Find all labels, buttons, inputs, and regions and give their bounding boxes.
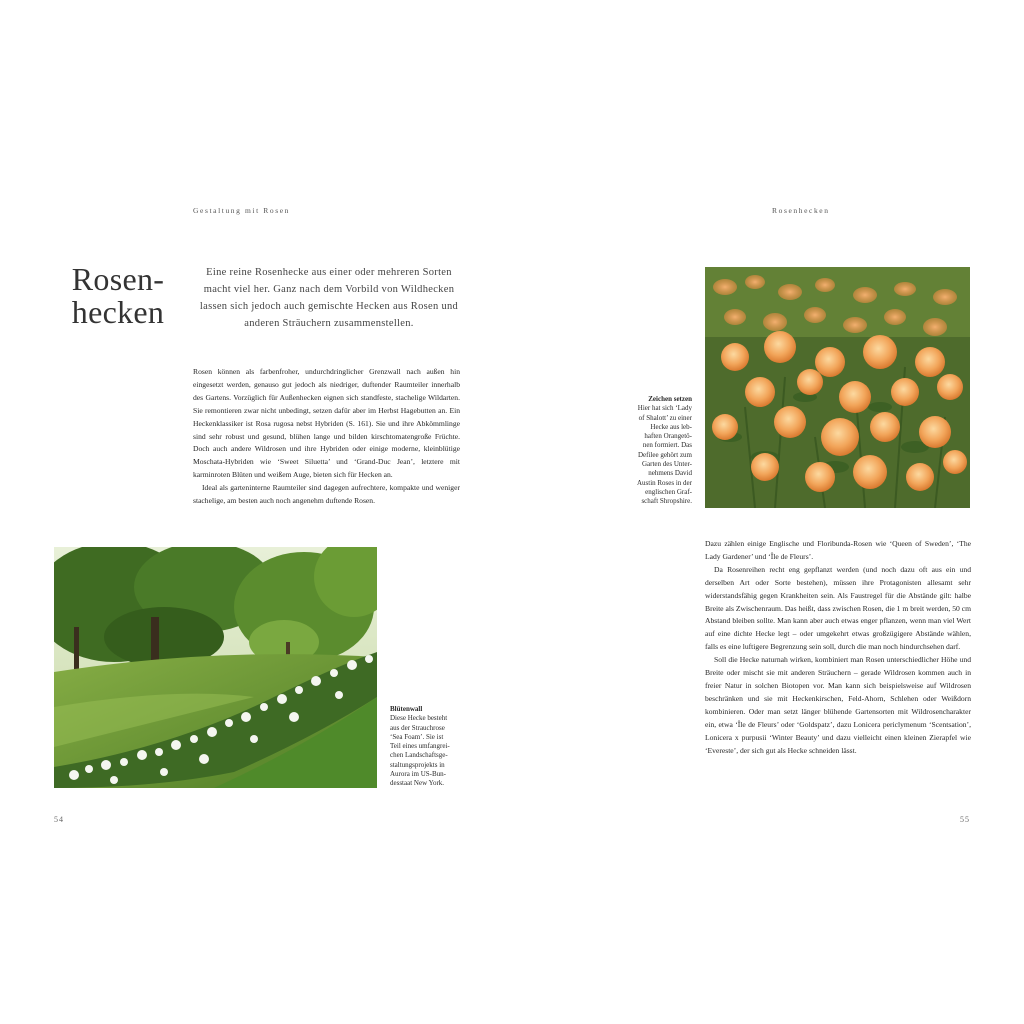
hedge-photo-white-roses [54,547,377,788]
chapter-intro: Eine reine Rosenhecke aus einer oder mehreren Sorten macht viel her. Ganz nach dem Vorbild von Wildhecken lassen sich jedoch auch gemischte Hecken aus Rosen und anderen Sträuchern zusammenstellen. [199,267,459,329]
body-text-left [193,366,460,508]
chapter-title: Rosen- hecken [71,261,165,330]
paragraph: Rosen können als farbenfroher, undurchdringlicher Grenzwall nach außen hin eingesetzt werden, genauso gut jedoch als niedriger, duftender Raumteiler innerhalb des Gartens. Vorzüglich für Außenhecken eignen sich standfeste, stachelige Wildarten. Sie remontieren zwar nicht unbedingt, setzen dafür aber im Herbst Hagebutten an. Ein Heckenklassiker ist Rosa rugosa nebst Hybriden (S. 161). Sie und ihre Abkömmlinge sind sehr robust und gesund, blühen lange und bilden kirschtomatengroße Früchte. Doch auch andere Wildrosen und ihre Hybriden oder einige moderne, kleinblütige Moschata-Hybriden wie ‘Sweet Siluetta’ und ‘Grand-Duc Jean’, letztere mit karminroten Blüten und weißem Auge, bieten sich für Hecken an. [193,367,460,480]
paragraph: Dazu zählen einige Englische und Floribunda-Rosen wie ‘Queen of Sweden’, ‘The Lady Gardener’ und ‘Île de Fleurs’. [705,539,971,561]
hedge-photo-orange-roses [705,267,970,508]
paragraph: Ideal als garteninterne Raumteiler sind dagegen aufrechtere, kompakte und weniger stachelige, am besten auch noch angenehm duftende Rosen. [193,483,460,506]
caption-right [612,395,692,507]
caption-title: Zeichen setzen [648,395,692,403]
caption-text: Diese Hecke besteht aus der Strauchrose ‘Sea Foam’. Sie ist Teil eines umfangrei- chen Landschaftsge- staltungsprojekts in Aurora im US-Bun- desstaat New York. [390,714,450,788]
running-head-left: Gestaltung mit Rosen [193,206,290,215]
caption-text: Hier hat sich ‘Lady of Shalott’ zu einer Hecke aus leb- haften Orangetö- nen formiert. Das Defilee gehört zum Garten des Unter- nehmens David Austin Roses in der englischen Graf- schaft Shropshire. [636,404,692,506]
page-number-left: 54 [54,815,64,824]
body-text-right [705,538,971,757]
page-number-right: 55 [960,815,970,824]
paragraph: Soll die Hecke naturnah wirken, kombiniert man Rosen unterschiedlicher Höhe und Breite oder mischt sie mit anderen Sträuchern – gerade Wildrosen kommen auch in freier Natur in solchen Biotopen vor. Man kann sich beispielsweise auf Wildrosen beschränken und sie mit Heckenkirschen, Feld-Ahorn, Schlehen oder Weißdorn kombinieren. Oder man setzt länger blühende Gartensorten mit Wildrosencharakter ein, etwa ‘Île de Fleurs’ oder ‘Goldspatz’, dazu Lonicera periclymenum ‘Scentsation’, Lonicera x purpusii ‘Winter Beauty’ und dazu vielleicht einen kleinen Zierapfel wie ‘Evereste’, der sich gut als Hecke schneiden lässt. [705,655,971,755]
caption-title: Blütenwall [390,705,423,713]
paragraph: Da Rosenreihen recht eng gepflanzt werden (und noch dazu oft aus ein und derselben Art oder Sorte bestehen), müssen ihre Protagonisten allesamt sehr widerstandsfähig gegen Krankheiten sein. Als Faustregel für die Abstände gilt: halbe Breite als Zwischenraum. Das heißt, dass zwischen Rosen, die 1 m breit werden, 50 cm Abstand bleiben sollte. Man kann aber auch etwas enger pflanzen, wenn man viel Wert auf eine dichte Hecke legt – oder umgekehrt etwas großzügigere Abstände wählen, falls es eine luftigere Begrenzung sein soll, durch die man noch hindurchsehen darf. [705,564,971,652]
running-head-right: Rosenhecken [772,206,830,215]
caption-left [390,705,470,789]
